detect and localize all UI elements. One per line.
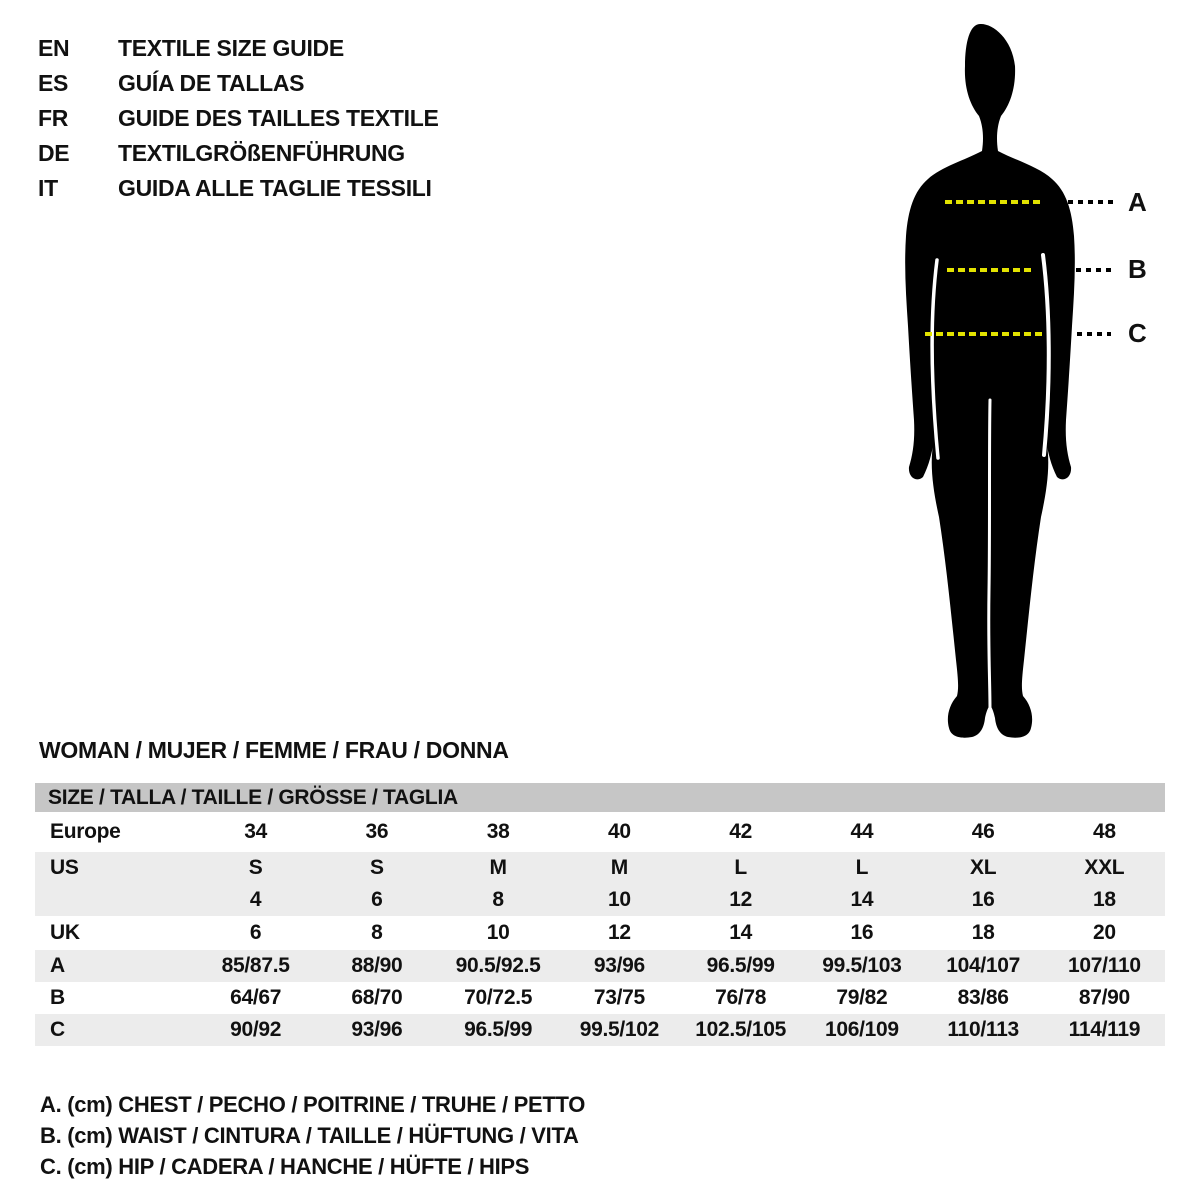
table-cell: 16 bbox=[971, 888, 995, 911]
table-cell: 10 bbox=[607, 888, 631, 911]
table-cell: 16 bbox=[850, 921, 874, 944]
table-cell: 12 bbox=[729, 888, 752, 911]
table-cell: 79/82 bbox=[836, 986, 888, 1009]
table-cell: M bbox=[489, 856, 507, 879]
chest-line-dashes bbox=[945, 200, 1041, 204]
table-cell: 99.5/103 bbox=[822, 954, 902, 977]
hip-line-label: C bbox=[1128, 318, 1147, 348]
table-cell: 87/90 bbox=[1078, 986, 1130, 1009]
table-cell: 76/78 bbox=[715, 986, 767, 1009]
table-row-waist-b bbox=[35, 982, 1165, 1014]
guide-title: TEXTILE SIZE GUIDE bbox=[118, 35, 344, 61]
guide-title: GUIDE DES TAILLES TEXTILE bbox=[118, 105, 439, 131]
table-cell: 110/113 bbox=[947, 1018, 1019, 1041]
table-cell: 14 bbox=[729, 921, 752, 944]
hip-line-connector bbox=[1077, 332, 1111, 336]
woman-silhouette bbox=[880, 10, 1120, 740]
hip-line-dashes bbox=[925, 332, 1043, 336]
table-row-hip-c bbox=[35, 1014, 1165, 1046]
table-cell: 68/70 bbox=[351, 986, 403, 1009]
table-cell: 102.5/105 bbox=[695, 1018, 786, 1041]
legend-item-chest: A. (cm) CHEST / PECHO / POITRINE / TRUHE / PETTO bbox=[40, 1092, 586, 1117]
guide-title: GUIDA ALLE TAGLIE TESSILI bbox=[118, 175, 432, 201]
table-cell: 99.5/102 bbox=[579, 1018, 660, 1041]
section-title-woman: WOMAN / MUJER / FEMME / FRAU / DONNA bbox=[39, 737, 509, 763]
table-cell: 85/87.5 bbox=[221, 954, 290, 977]
table-row-chest-a bbox=[35, 950, 1165, 982]
table-row-us-numbers bbox=[35, 884, 1165, 916]
table-cell: 6 bbox=[249, 921, 262, 944]
waist-line-dashes bbox=[947, 268, 1034, 272]
table-cell: 18 bbox=[1092, 888, 1116, 911]
table-cell: 4 bbox=[249, 888, 262, 911]
row-label: A bbox=[50, 954, 65, 977]
table-cell: 88/90 bbox=[351, 954, 403, 977]
table-cell: 73/75 bbox=[593, 986, 645, 1009]
guide-title: TEXTILGRÖßENFÜHRUNG bbox=[118, 140, 405, 166]
table-cell: 14 bbox=[850, 888, 874, 911]
table-row-us-letters bbox=[35, 852, 1165, 884]
measurement-figure bbox=[880, 10, 1120, 740]
language-row-en bbox=[38, 31, 439, 66]
row-label: US bbox=[50, 856, 79, 879]
waist-line-label: B bbox=[1128, 254, 1147, 284]
table-cell: 48 bbox=[1092, 820, 1116, 843]
size-table bbox=[35, 783, 1165, 1046]
legend-item-waist: B. (cm) WAIST / CINTURA / TAILLE / HÜFTUNG / VITA bbox=[40, 1123, 579, 1148]
table-cell: S bbox=[370, 856, 384, 879]
language-row-it bbox=[38, 171, 439, 206]
table-cell: 42 bbox=[729, 820, 752, 843]
table-cell: 90.5/92.5 bbox=[455, 954, 541, 977]
language-code: DE bbox=[38, 140, 70, 166]
language-code: IT bbox=[38, 175, 58, 201]
table-cell: XL bbox=[970, 856, 997, 879]
table-cell: 36 bbox=[365, 820, 389, 843]
language-code: ES bbox=[38, 70, 69, 96]
size-table-header: SIZE / TALLA / TAILLE / GRÖSSE / TAGLIA bbox=[35, 783, 1165, 812]
row-label: C bbox=[50, 1018, 65, 1041]
table-cell: 20 bbox=[1092, 921, 1116, 944]
table-cell: 44 bbox=[850, 820, 874, 843]
table-cell: 106/109 bbox=[824, 1018, 899, 1041]
table-cell: 10 bbox=[486, 921, 510, 944]
table-cell: 90/92 bbox=[230, 1018, 282, 1041]
table-cell: 70/72.5 bbox=[464, 986, 533, 1009]
chest-line-label: A bbox=[1128, 187, 1147, 217]
guide-title: GUÍA DE TALLAS bbox=[118, 70, 305, 96]
measurement-legend bbox=[40, 1089, 585, 1182]
language-row-es bbox=[38, 66, 439, 101]
row-label: UK bbox=[50, 921, 80, 944]
language-code: EN bbox=[38, 35, 70, 61]
table-cell: 114/119 bbox=[1068, 1018, 1141, 1041]
table-cell: 104/107 bbox=[946, 954, 1021, 977]
table-cell: 18 bbox=[971, 921, 995, 944]
table-cell: 96.5/99 bbox=[464, 1018, 533, 1041]
chest-line-connector bbox=[1068, 200, 1114, 204]
table-cell: S bbox=[248, 856, 263, 879]
row-label: Europe bbox=[50, 820, 121, 843]
table-cell: 34 bbox=[244, 820, 267, 843]
row-label: B bbox=[50, 986, 65, 1009]
table-cell: 38 bbox=[486, 820, 510, 843]
legend-item-hip: C. (cm) HIP / CADERA / HANCHE / HÜFTE / HIPS bbox=[40, 1154, 530, 1179]
table-row-uk bbox=[35, 916, 1165, 950]
table-cell: 8 bbox=[492, 888, 504, 911]
table-cell: L bbox=[734, 856, 747, 879]
table-cell: 96.5/99 bbox=[706, 954, 775, 977]
language-code: FR bbox=[38, 105, 69, 131]
table-cell: 12 bbox=[607, 921, 631, 944]
table-cell: 46 bbox=[971, 820, 995, 843]
table-cell: L bbox=[855, 856, 869, 879]
table-cell: XXL bbox=[1084, 856, 1125, 879]
table-cell: 107/110 bbox=[1068, 954, 1141, 977]
table-cell: M bbox=[610, 856, 628, 879]
table-cell: 64/67 bbox=[230, 986, 282, 1009]
table-cell: 8 bbox=[371, 921, 383, 944]
language-row-de bbox=[38, 136, 439, 171]
table-cell: 6 bbox=[371, 888, 383, 911]
table-cell: 93/96 bbox=[351, 1018, 403, 1041]
table-cell: 83/86 bbox=[957, 986, 1009, 1009]
table-cell: 93/96 bbox=[593, 954, 645, 977]
language-guide-list bbox=[38, 31, 439, 206]
waist-line-connector bbox=[1076, 268, 1111, 272]
table-row-europe bbox=[35, 812, 1165, 852]
table-cell: 40 bbox=[607, 820, 631, 843]
language-row-fr bbox=[38, 101, 439, 136]
